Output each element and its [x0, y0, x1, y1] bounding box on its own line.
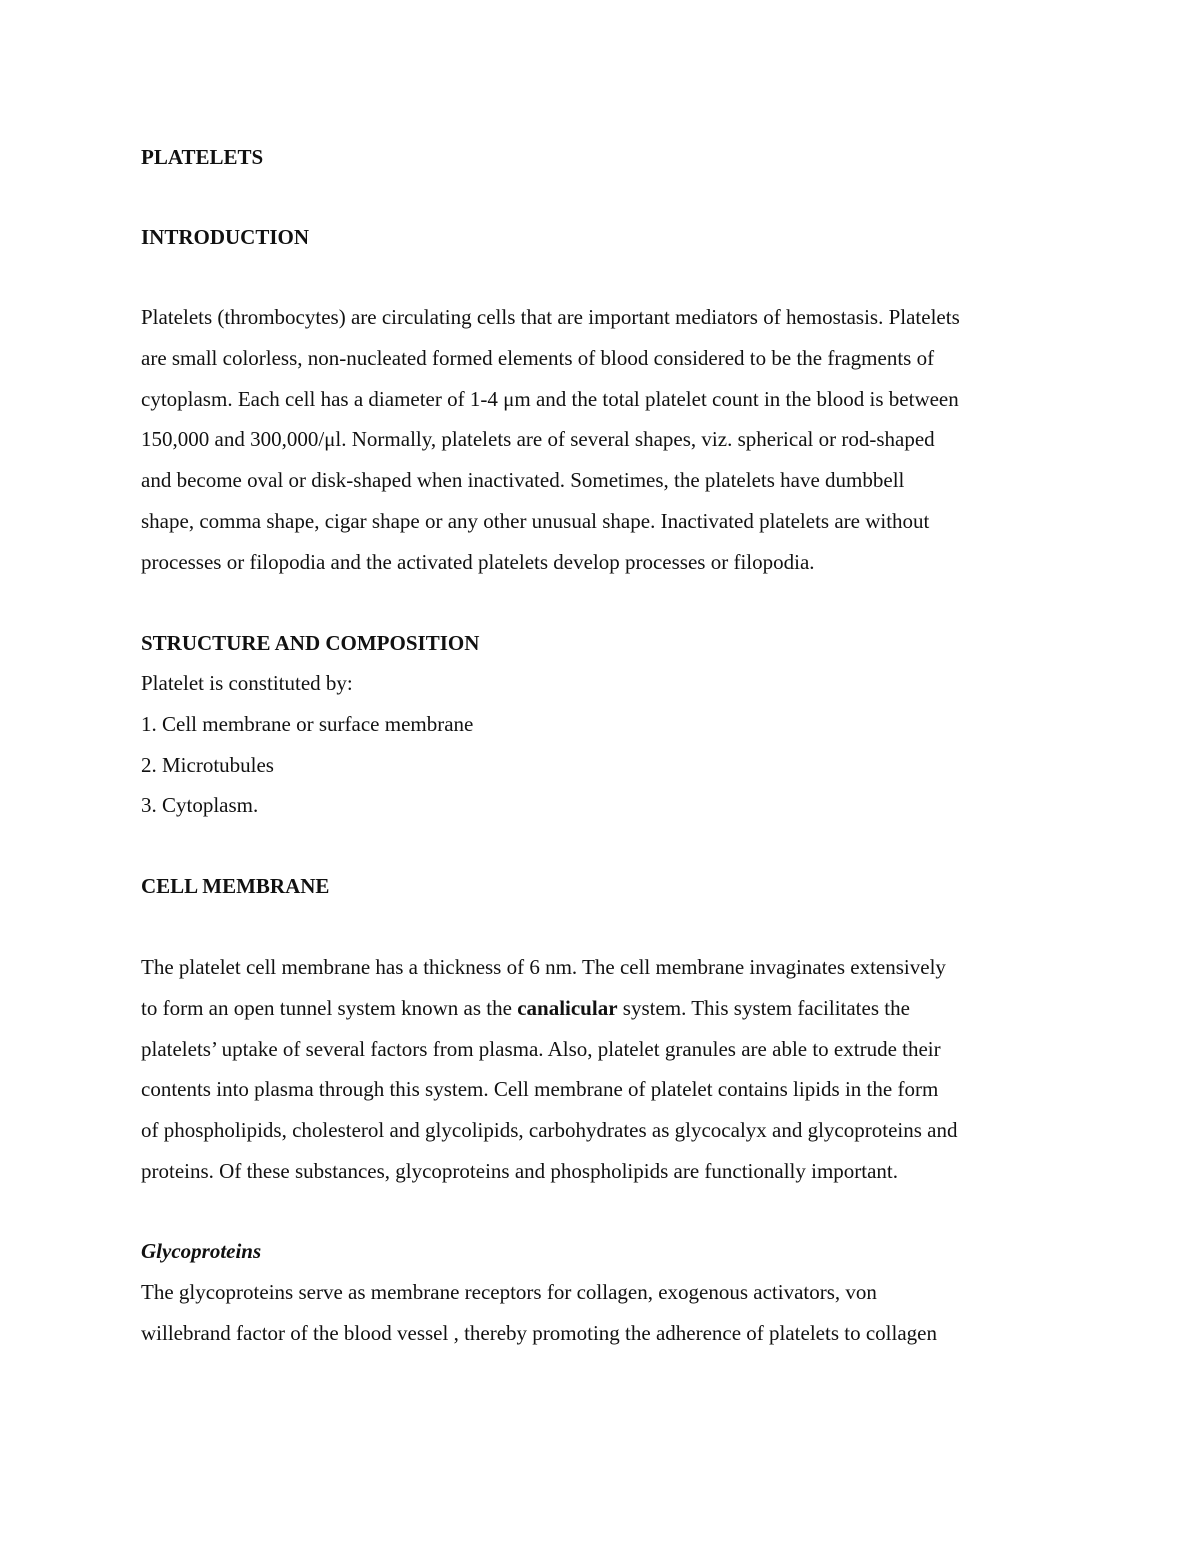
list-item: 1. Cell membrane or surface membrane [141, 711, 474, 736]
cell-membrane-line [141, 988, 957, 1029]
intro-line: Platelets (thrombocytes) are circulating cells that are important mediators of hemostasis. Platelets [141, 305, 960, 329]
intro-line: are small colorless, non-nucleated formed elements of blood considered to be the fragments of [141, 345, 935, 370]
document-title: PLATELETS [141, 145, 264, 169]
section-heading-glycoproteins: Glycoproteins [141, 1239, 262, 1263]
glycoproteins-line: The glycoproteins serve as membrane receptors for collagen, exogenous activators, von [141, 1280, 877, 1304]
cell-membrane-paragraph [141, 947, 957, 1192]
intro-line: shape, comma shape, cigar shape or any other unusual shape. Inactivated platelets are without [141, 508, 930, 533]
glycoproteins-paragraph [141, 1272, 937, 1354]
structure-list [141, 663, 473, 826]
cell-membrane-line: contents into plasma through this system. Cell membrane of platelet contains lipids in the form [141, 1077, 939, 1102]
structure-intro: Platelet is constituted by: [141, 671, 353, 695]
intro-line: and become oval or disk-shaped when inactivated. Sometimes, the platelets have dumbbell [141, 468, 905, 493]
list-item: 3. Cytoplasm. [141, 793, 259, 818]
cell-membrane-line: The platelet cell membrane has a thickness of 6 nm. The cell membrane invaginates extensively [141, 955, 946, 979]
line-text: system. This system facilitates the [617, 995, 910, 1020]
section-heading-structure: STRUCTURE AND COMPOSITION [141, 631, 480, 655]
intro-line: processes or filopodia and the activated platelets develop processes or filopodia. [141, 549, 815, 574]
cell-membrane-line: proteins. Of these substances, glycoproteins and phospholipids are functionally important. [141, 1158, 899, 1183]
glycoproteins-line: willebrand factor of the blood vessel , thereby promoting the adherence of platelets to collagen [141, 1320, 937, 1345]
section-heading-introduction: INTRODUCTION [141, 225, 310, 249]
list-item: 2. Microtubules [141, 752, 274, 777]
intro-line: 150,000 and 300,000/μl. Normally, platelets are of several shapes, viz. spherical or rod-shaped [141, 427, 935, 452]
cell-membrane-line: platelets’ uptake of several factors from plasma. Also, platelet granules are able to extrude their [141, 1036, 941, 1061]
cell-membrane-line: of phospholipids, cholesterol and glycolipids, carbohydrates as glycocalyx and glycoproteins and [141, 1118, 958, 1143]
bold-term: canalicular [517, 995, 618, 1020]
line-text: to form an open tunnel system known as the [141, 995, 518, 1020]
intro-line: cytoplasm. Each cell has a diameter of 1-4 μm and the total platelet count in the blood is between [141, 386, 959, 411]
section-heading-cell-membrane: CELL MEMBRANE [141, 874, 330, 898]
intro-paragraph [141, 297, 960, 583]
